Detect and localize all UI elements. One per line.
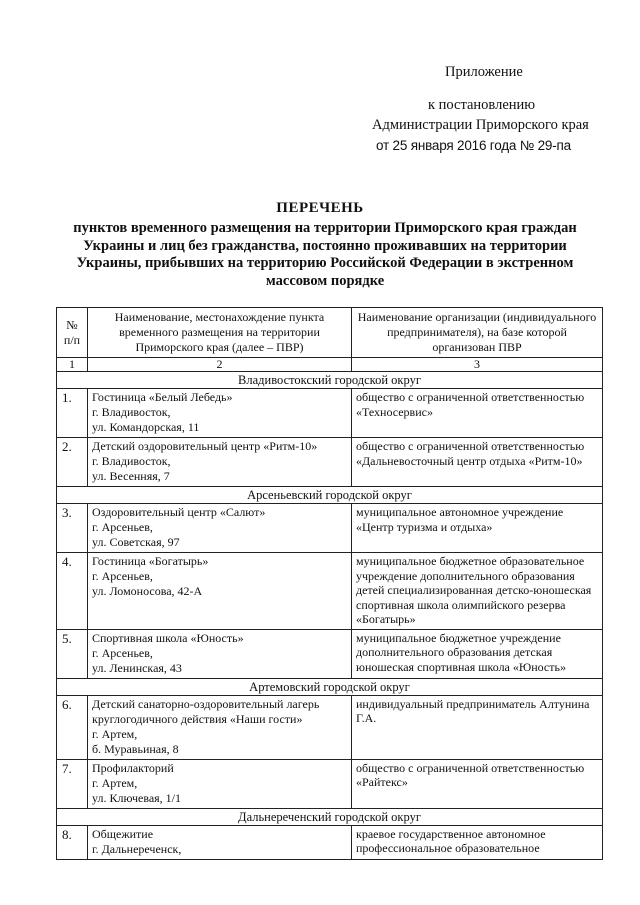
shelter-name-line: Профилакторий [92,760,174,775]
organization-cell: индивидуальный предприниматель Алтунина Г.А. [352,695,603,759]
shelter-name-line: г. Артем, [92,726,138,741]
table-row [57,825,603,859]
header-org: Наименование организации (индивидуального предпринимателя), на базе которой организован ПВР [352,308,603,358]
row-number: 7. [57,759,88,808]
region-name: Артемовский городской округ [57,678,603,695]
shelter-name-line: б. Муравьиная, 8 [92,741,179,756]
row-number: 8. [57,825,88,859]
table-row [57,389,603,438]
shelter-name-cell [88,695,352,759]
row-number: 4. [57,553,88,630]
shelter-name-line: ул. Весенняя, 7 [92,469,170,483]
shelter-name-line: ул. Советская, 97 [92,535,180,549]
shelter-name-line: г. Владивосток, [92,454,171,468]
shelter-name-cell [88,629,352,678]
region-row [57,808,603,825]
shelter-name-line: Спортивная школа «Юность» [92,630,244,645]
appendix-line-2: Администрации Приморского края [372,117,589,133]
table-row [57,438,603,487]
column-number-3: 3 [352,358,603,372]
organization-cell: муниципальное бюджетное учреждение дополнительного образования детская юношеская спортивная школа «Юность» [352,629,603,678]
shelter-name-cell [88,759,352,808]
organization-cell: краевое государственное автономное профессиональное образовательное [352,825,603,859]
table-row [57,504,603,553]
row-number: 3. [57,504,88,553]
shelters-table [56,307,603,860]
shelter-name-line: ул. Ключевая, 1/1 [92,790,182,805]
shelter-name-cell [88,553,352,630]
column-number-2: 2 [88,358,352,372]
table-row [57,695,603,759]
header-num: № п/п [57,308,88,358]
shelter-name-line: Детский оздоровительный центр «Ритм-10» [92,439,318,453]
shelter-name-cell [88,438,352,487]
table-row [57,629,603,678]
shelter-name-line: г. Владивосток, [92,405,171,419]
shelter-name-line: г. Арсеньев, [92,520,153,534]
header-name: Наименование, местонахождение пункта временного размещения на территории Приморского края (далее – ПВР) [88,308,352,358]
shelter-name-line: г. Арсеньев, [92,645,153,660]
appendix-title: Приложение [445,64,523,80]
region-row [57,487,603,504]
table-row [57,553,603,630]
table-header-row [57,308,603,358]
region-name: Дальнереченский городской округ [57,808,603,825]
region-row [57,372,603,389]
row-number: 5. [57,629,88,678]
shelter-name-line: ул. Командорская, 11 [92,420,200,434]
shelter-name-line: ул. Ленинская, 43 [92,660,182,675]
shelter-name-line: Оздоровительный центр «Салют» [92,505,266,519]
shelter-name-line: Детский санаторно-оздоровительный лагерь круглогодичного действия «Наши гости» [92,696,320,726]
region-name: Арсеньевский городской округ [57,487,603,504]
shelter-name-line: г. Артем, [92,775,138,790]
shelter-name-line: ул. Ломоносова, 42-А [92,584,203,598]
column-numbers-row [57,358,603,372]
shelter-name-line: Гостиница «Богатырь» [92,554,209,568]
shelter-name-cell [88,825,352,859]
document-subtitle: пунктов временного размещения на территории Приморского края граждан Украины и лиц без гражданства, постоянно проживавших на территории Украины, прибывших на территорию Российской Федерации в экстренном массовом порядке [73,220,577,289]
document-title: ПЕРЕЧЕНЬ [276,200,364,216]
organization-cell: общество с ограниченной ответственностью «Райтекс» [352,759,603,808]
appendix-line-1: к постановлению [428,97,536,113]
shelter-name-line: г. Дальнереченск, [92,841,182,856]
organization-cell: муниципальное автономное учреждение «Центр туризма и отдыха» [352,504,603,553]
region-name: Владивостокский городской округ [57,372,603,389]
shelter-name-line: Гостиница «Белый Лебедь» [92,390,233,404]
organization-cell: общество с ограниченной ответственностью «Дальневосточный центр отдыха «Ритм-10» [352,438,603,487]
region-row [57,678,603,695]
row-number: 1. [57,389,88,438]
organization-cell: муниципальное бюджетное образовательное учреждение дополнительного образования детей специализированная детско-юношеская спортивная школа олимпийского резерва «Богатырь» [352,553,603,630]
appendix-date: от 25 января 2016 года № 29-па [376,138,571,153]
organization-cell: общество с ограниченной ответственностью «Техносервис» [352,389,603,438]
shelter-name-line: г. Арсеньев, [92,569,153,583]
column-number-1: 1 [57,358,88,372]
row-number: 6. [57,695,88,759]
row-number: 2. [57,438,88,487]
shelter-name-line: Общежитие [92,826,154,841]
shelter-name-cell [88,504,352,553]
table-row [57,759,603,808]
table-body [57,308,603,860]
shelter-name-cell [88,389,352,438]
